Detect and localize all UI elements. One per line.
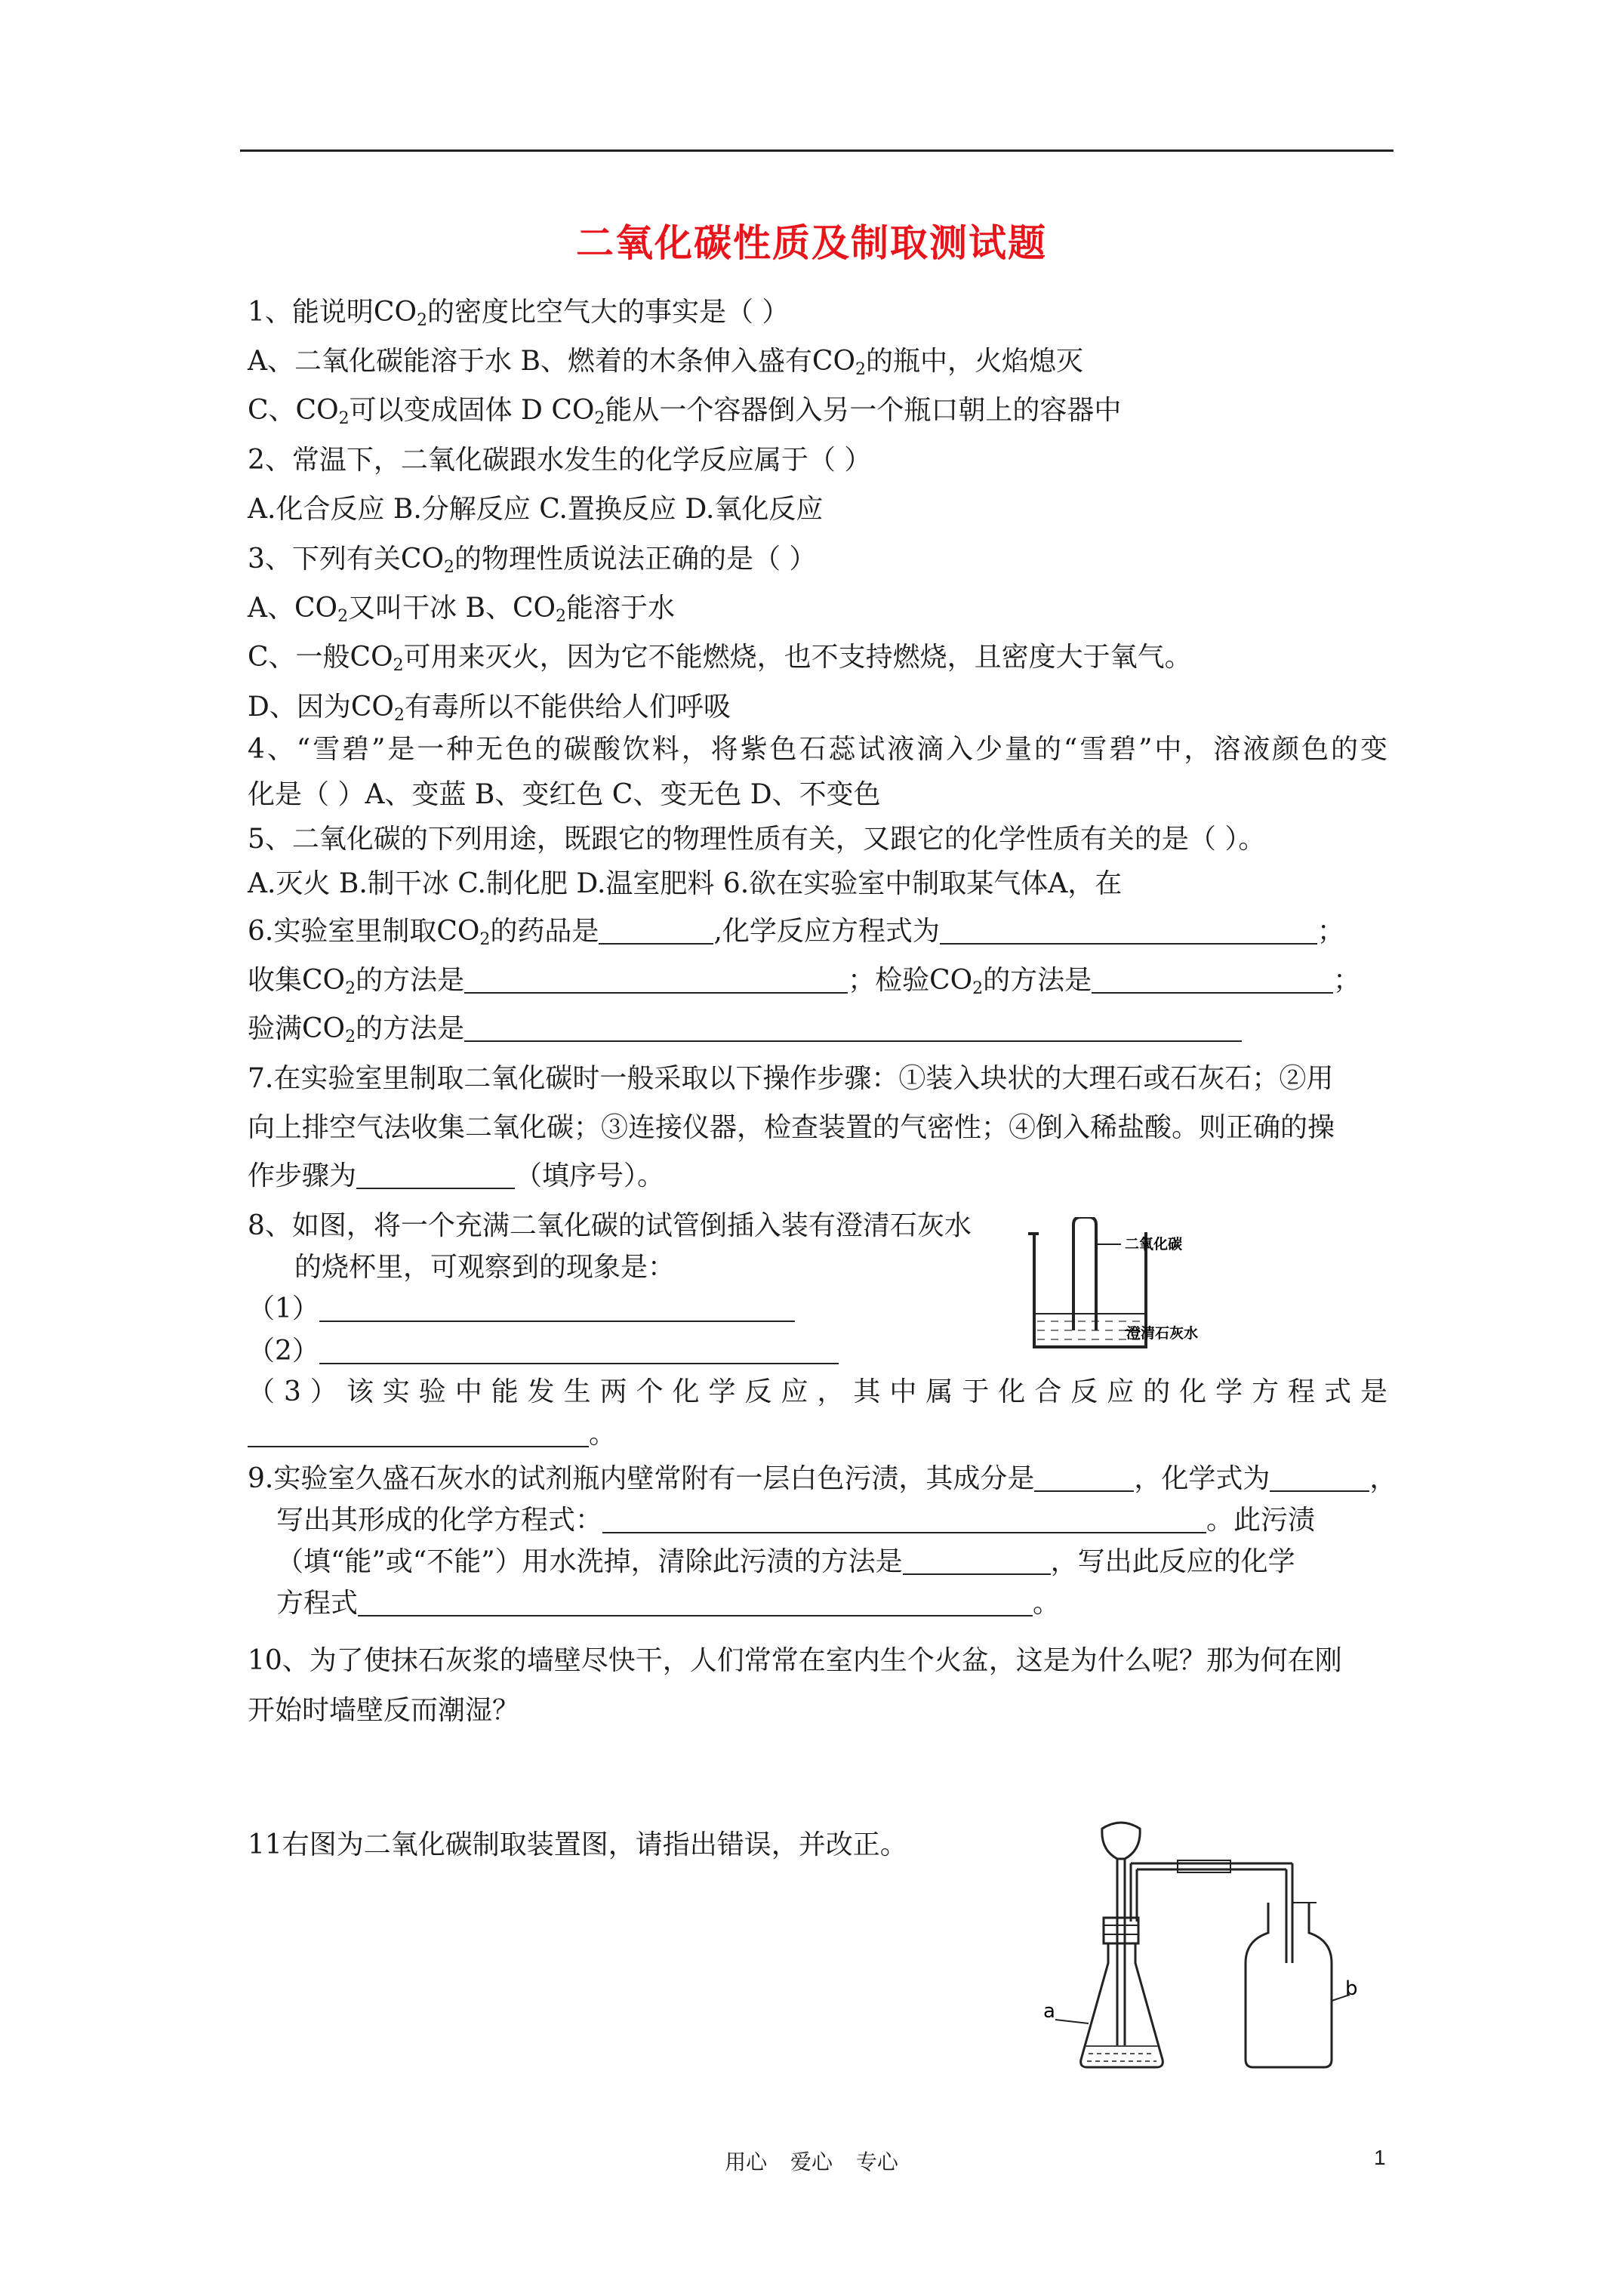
answer-blank[interactable]: [464, 1013, 1242, 1042]
page-title: 二氧化碳性质及制取测试题: [576, 220, 1047, 265]
q8-line2: 的烧杯里，可观察到的现象是：: [294, 1252, 676, 1283]
co2-apparatus-figure: [1027, 1820, 1359, 2076]
q8-item2: （2）: [248, 1333, 839, 1370]
answer-blank[interactable]: [602, 1505, 1206, 1533]
q10-line1: 10、为了使抹石灰浆的墙壁尽快干，人们常常在室内生个火盆，这是为什么呢？那为何在刚: [248, 1645, 1342, 1676]
q8-line1: 8、如图，将一个充满二氧化碳的试管倒插入装有澄清石灰水: [248, 1210, 972, 1241]
q8-item3: （3）该实验中能发生两个化学反应，其中属于化合反应的化学方程式是: [248, 1376, 1387, 1407]
q11-line1: 11右图为二氧化碳制取装置图，请指出错误，并改正。: [248, 1829, 907, 1860]
q5-line1: 5、二氧化碳的下列用途，既跟它的物理性质有关，又跟它的化学性质有关的是（ ）。: [248, 824, 1266, 855]
q7-line3: 作步骤为 （填序号）。: [248, 1160, 665, 1191]
q8-item3-blank: 。: [248, 1416, 616, 1453]
answer-blank[interactable]: [1092, 965, 1333, 994]
answer-blank[interactable]: [940, 916, 1317, 945]
page-footer: 用心 爱心 专心: [725, 2150, 898, 2174]
q6-line1: 6.实验室里制取$CO_2$的药品是 ,化学反应方程式为 ；: [248, 916, 1344, 949]
answer-blank[interactable]: [319, 1336, 839, 1364]
answer-blank[interactable]: [1034, 1463, 1134, 1492]
q1-options-ab: A、二氧化碳能溶于水 B、燃着的木条伸入盛有$CO_2$的瓶中，火焰熄灭: [248, 346, 1083, 379]
answer-blank[interactable]: [903, 1546, 1051, 1575]
answer-blank[interactable]: [248, 1419, 589, 1447]
q1-options-cd: C、$CO_2$可以变成固体 D $CO_2$能从一个容器倒入另一个瓶口朝上的容器中: [248, 395, 1122, 428]
q3-option-c: C、一般$CO_2$可用来灭火，因为它不能燃烧，也不支持燃烧，且密度大于氧气。: [248, 642, 1192, 675]
q4-line2: 化是（ ）A、变蓝 B、变红色 C、变无色 D、不变色: [248, 779, 881, 810]
q9-line3: （填“能”或“不能”）用水洗掉，清除此污渍的方法是 ，写出此反应的化学: [276, 1546, 1295, 1577]
q8-item1: （1）: [248, 1291, 795, 1327]
page-number: 1: [1374, 2146, 1386, 2169]
q2-stem: 2、常温下，二氧化碳跟水发生的化学反应属于（ ）: [248, 445, 872, 476]
q10-line2: 开始时墙壁反而潮湿？: [248, 1695, 520, 1726]
answer-blank[interactable]: [358, 1588, 1033, 1616]
q2-options: A.化合反应 B.分解反应 C.置换反应 D.氧化反应: [248, 494, 824, 525]
q3-options-ab: A、$CO_2$又叫干冰 B、$CO_2$能溶于水: [248, 593, 676, 626]
answer-blank[interactable]: [356, 1160, 515, 1189]
q7-line2: 向上排空气法收集二氧化碳；③连接仪器，检查装置的气密性；④倒入稀盐酸。则正确的操: [248, 1112, 1335, 1143]
header-rule: [240, 149, 1394, 152]
answer-blank[interactable]: [599, 916, 713, 945]
q6-line2: 收集$CO_2$的方法是 ；检验$CO_2$的方法是 ；: [248, 965, 1361, 998]
beaker-test-tube-figure: [1019, 1217, 1268, 1353]
q3-stem: 3、下列有关$CO_2$的物理性质说法正确的是（ ）: [248, 544, 817, 577]
q5-line2: A.灭火 B.制干冰 C.制化肥 D.温室肥料 6.欲在实验室中制取某气体A，在: [248, 868, 1123, 899]
answer-blank[interactable]: [319, 1293, 795, 1322]
q6-line3: 验满$CO_2$的方法是: [248, 1011, 1242, 1047]
label-carbon-dioxide: 二氧化碳: [1125, 1236, 1183, 1253]
q9-line2: 写出其形成的化学方程式： 。此污渍: [276, 1505, 1316, 1536]
label-b: b: [1345, 1977, 1358, 2000]
q3-option-d: D、因为$CO_2$有毒所以不能供给人们呼吸: [248, 692, 731, 725]
answer-blank[interactable]: [464, 965, 848, 994]
q1-stem: 1、能说明$CO_2$的密度比空气大的事实是（ ）: [248, 297, 790, 330]
q9-line4: 方程式 。: [276, 1588, 1061, 1619]
label-limewater: 澄清石灰水: [1126, 1325, 1199, 1342]
label-a: a: [1043, 2000, 1055, 2023]
answer-blank[interactable]: [1270, 1463, 1369, 1492]
q7-line1: 7.在实验室里制取二氧化碳时一般采取以下操作步骤：①装入块状的大理石或石灰石；②用: [248, 1063, 1334, 1094]
q9-line1: 9.实验室久盛石灰水的试剂瓶内壁常附有一层白色污渍，其成分是 ，化学式为 ，: [248, 1463, 1397, 1494]
q4-line1: 4、“雪碧”是一种无色的碳酸饮料，将紫色石蕊试液滴入少量的“雪碧”中，溶液颜色的变: [248, 734, 1387, 765]
